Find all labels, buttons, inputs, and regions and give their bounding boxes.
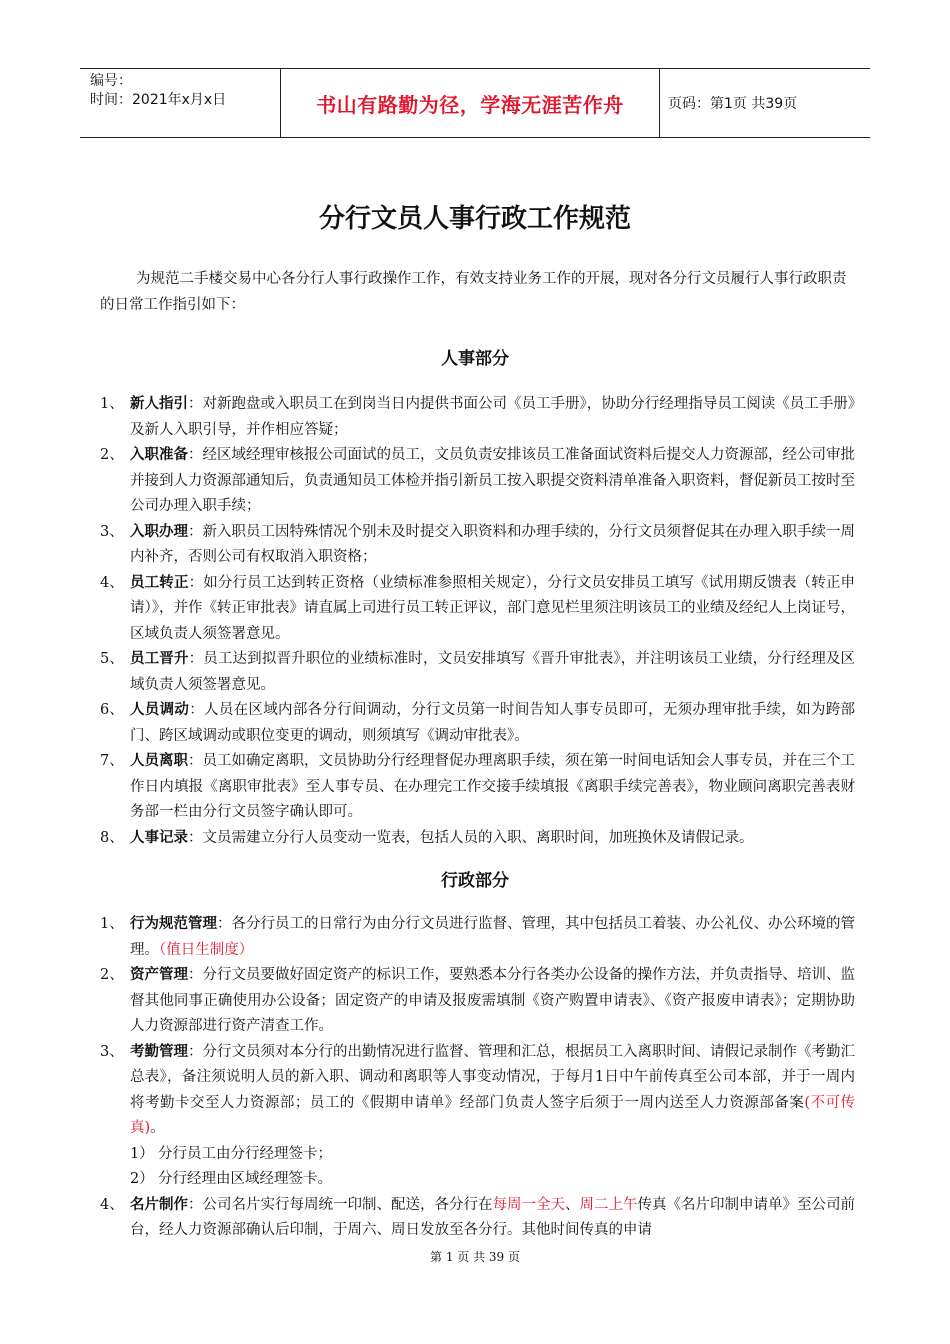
item-number: 2、: [100, 967, 124, 983]
item-term: 员工转正: [130, 574, 189, 591]
item-number: 3、: [100, 1043, 124, 1060]
item-number: 5、: [100, 651, 124, 667]
document-title: 分行文员人事行政工作规范: [318, 204, 631, 234]
item-text: ：文员需建立分行人员变动一览表，包括人员的入职、离职时间，加班换休及请假记录。: [188, 829, 754, 846]
item-text: ：经区域经理审核报公司面试的员工，文员负责安排该员工准备面试资料后提交人力资源部，经公司审批并接到人力资源部通知后，负责通知员工体检并指引新员工按入职提交资料清单准备入职资料，督促新员工按时至公司办理入职手续；: [130, 447, 855, 514]
page-footer: 第 1 页 共 39 页: [430, 1250, 520, 1264]
item-text: ：分行文员要做好固定资产的标识工作，要熟悉本分行各类办公设备的操作方法，并负责指导、培训、监督其他同事正确使用办公设备；固定资产的申请及报废需填制《资产购置申请表》、《资产报废申请表》；定期协助人力资源部进行资产清查工作。: [130, 967, 855, 1034]
admin-list: [100, 912, 855, 1244]
item-text: ：分行文员须对本分行的出勤情况进行监督、管理和汇总，根据员工入离职时间、请假记录制作《考勤汇总表》，备注须说明人员的新入职、调动和离职等人事变动情况，于每月1日中午前传真至公司本部，并于一周内将考勤卡交至人力资源部；员工的《假期申请单》经部门负责人签字后须于一周内送至人力资源部备案: [130, 1043, 855, 1111]
item-note-red: （值日生制度）: [159, 941, 254, 958]
header-motto: 书山有路勤为径，学海无涯苦作舟: [281, 69, 660, 137]
list-item: [100, 698, 855, 749]
list-item: [100, 912, 855, 963]
item-note-red: 周二上午: [579, 1196, 638, 1213]
list-item: [100, 392, 855, 443]
item-term: 行为规范管理: [130, 916, 217, 932]
sub-item-text: 分行经理由区域经理签卡。: [158, 1171, 332, 1187]
item-number: 1、: [100, 396, 124, 412]
list-item: [100, 749, 855, 826]
item-term: 人员离职: [130, 753, 188, 769]
item-number: 1、: [100, 916, 124, 932]
item-text: ：员工达到拟晋升职位的业绩标准时，文员安排填写《晋升审批表》，并注明该员工业绩，分行经理及区域负责人须签署意见。: [130, 651, 855, 693]
hr-list: [100, 392, 855, 851]
item-text: ：人员在区域内部各分行间调动，分行文员第一时间告知人事专员即可，无须办理审批手续，如为跨部门、跨区域调动或职位变更的调动，则须填写《调动审批表》。: [130, 702, 856, 744]
header-meta: [80, 69, 281, 137]
sub-item-text: 分行员工由分行经理签卡；: [158, 1145, 332, 1162]
item-note-red: (不可传真): [130, 1094, 855, 1136]
item-text: ：各分行员工的日常行为由分行文员进行监督、管理，其中包括员工着装、办公礼仪、办公环境的管理。: [130, 916, 855, 958]
item-text: ：如分行员工达到转正资格（业绩标准参照相关规定），分行文员安排员工填写《试用期反馈表（转正申请）》，并作《转正审批表》请直属上司进行员工转正评议，部门意见栏里须注明该员工的业绩及经纪人上岗证号，区域负责人须签署意见。: [130, 574, 855, 642]
item-number: 3、: [100, 523, 124, 540]
item-term: 资产管理: [130, 967, 188, 983]
item-number: 4、: [100, 1196, 124, 1213]
sub-item: [100, 1167, 855, 1193]
header-page-info: 页码：第1页 共39页: [668, 96, 798, 112]
document-header: [80, 68, 870, 138]
item-number: 6、: [100, 702, 124, 718]
intro-paragraph: 为规范二手楼交易中心各分行人事行政操作工作，有效支持业务工作的开展，现对各分行文员履行人事行政职责的日常工作指引如下：: [100, 271, 847, 313]
list-item: [100, 1040, 855, 1142]
document-time: 时间：2021年x月x日: [90, 92, 227, 108]
item-text: ：新入职员工因特殊情况个别未及时提交入职资料和办理手续的，分行文员须督促其在办理入职手续一周内补齐，否则公司有权取消入职资格；: [130, 523, 855, 565]
item-term: 考勤管理: [130, 1043, 188, 1060]
item-term: 新人指引: [130, 396, 188, 412]
list-item: [100, 826, 855, 852]
item-term: 名片制作: [130, 1196, 188, 1213]
sub-item: [100, 1142, 855, 1168]
item-term: 人员调动: [130, 702, 190, 718]
item-term: 人事记录: [130, 829, 188, 846]
item-tail: 。: [150, 1120, 165, 1136]
item-number: 7、: [100, 753, 124, 769]
item-note-red: 每周一全天: [492, 1196, 565, 1213]
list-item: [100, 520, 855, 571]
item-number: 4、: [100, 574, 124, 591]
sub-item-number: 1）: [130, 1145, 154, 1162]
item-text: 传真《名片印制申请单》至公司前台，经人力资源部确认后印制，于周六、周日发放至各分行。其他时间传真的申请: [130, 1196, 855, 1238]
list-item: [100, 443, 855, 520]
list-item: [100, 1193, 855, 1244]
item-separator: 、: [565, 1196, 580, 1213]
list-item: [100, 963, 855, 1040]
item-text: ：对新跑盘或入职员工在到岗当日内提供书面公司《员工手册》，协助分行经理指导员工阅读《员工手册》及新人入职引导，并作相应答疑；: [130, 396, 855, 438]
item-number: 8、: [100, 829, 124, 846]
item-text: ：员工如确定离职，文员协助分行经理督促办理离职手续，须在第一时间电话知会人事专员，并在三个工作日内填报《离职审批表》至人事专员、在办理完工作交接手续填报《离职手续完善表》，物业顾问离职完善表财务部一栏由分行文员签字确认即可。: [130, 753, 855, 820]
item-text: ：公司名片实行每周统一印制、配送，各分行在: [188, 1196, 493, 1213]
sub-item-number: 2）: [130, 1171, 154, 1187]
item-number: 2、: [100, 447, 124, 463]
item-term: 入职办理: [130, 523, 188, 540]
hr-section-title: 人事部分: [441, 349, 509, 369]
admin-section-title: 行政部分: [441, 871, 509, 891]
list-item: [100, 571, 855, 648]
document-number-label: 编号：: [90, 73, 132, 89]
item-term: 入职准备: [130, 447, 188, 463]
item-term: 员工晋升: [130, 651, 189, 667]
list-item: [100, 647, 855, 698]
